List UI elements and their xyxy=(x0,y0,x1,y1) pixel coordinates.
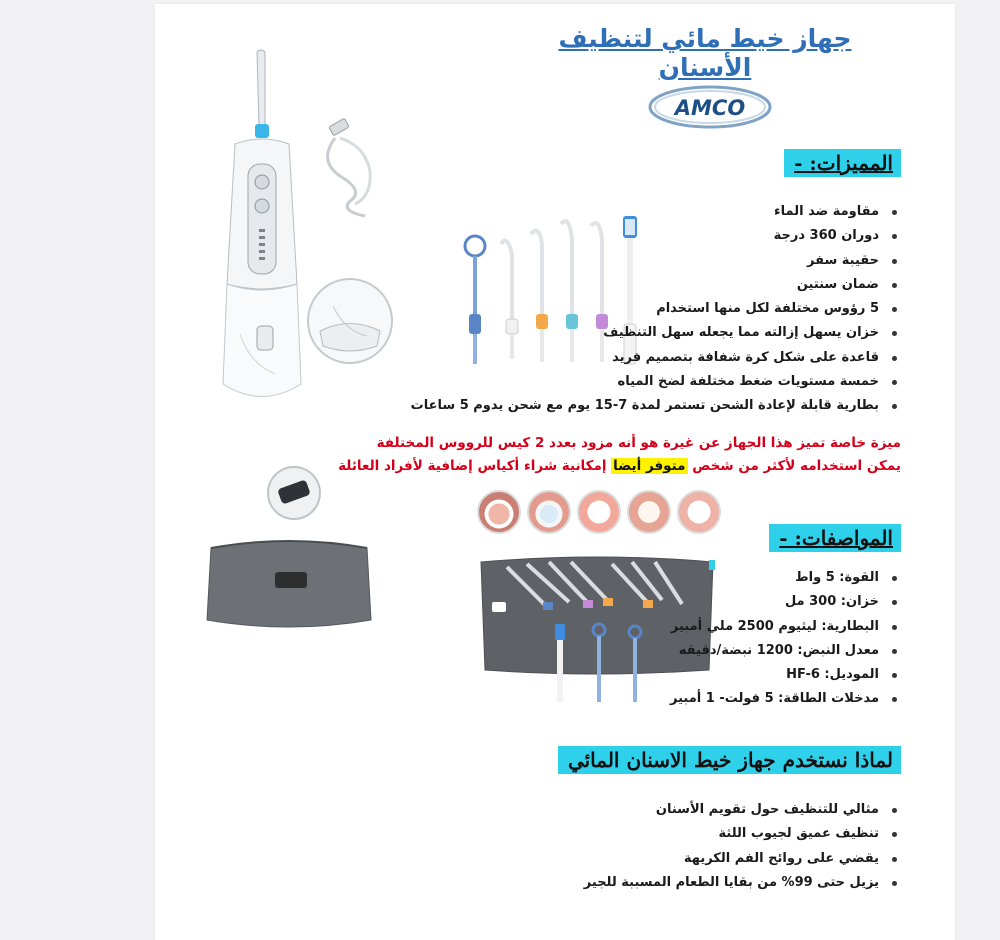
available-highlight: متوفر أيضا xyxy=(613,458,686,474)
amco-logo xyxy=(647,84,773,130)
list-item: خزان: 300 مل xyxy=(670,590,901,614)
special-note-text: إمكانية شراء أكياس إضافية لأفراد العائلة xyxy=(338,458,612,474)
list-item: ضمان سنتين xyxy=(411,273,901,297)
list-item: قاعدة على شكل كرة شفافة بتصميم فريد xyxy=(411,346,901,370)
list-item: يقضي على روائح الفم الكريهة xyxy=(584,847,901,871)
mouth-thumbnail xyxy=(577,490,621,534)
list-item: تنظيف عميق لجيوب اللثة xyxy=(584,822,901,846)
special-note xyxy=(338,432,901,478)
list-item: مقاومة ضد الماء xyxy=(411,200,901,224)
list-item: بطارية قابلة لإعادة الشحن تستمر لمدة 7-15 يوم مع شحن يدوم 5 ساعات xyxy=(411,394,901,418)
special-note-line1: ميزة خاصة تميز هذا الجهاز عن غيرة هو أنه مزود بعدد 2 كيس للرووس المختلفة xyxy=(376,435,901,451)
mouth-thumbnail xyxy=(527,490,571,534)
charging-cable-image xyxy=(310,116,390,221)
list-item: 5 رؤوس مختلفة لكل منها استخدام xyxy=(411,297,901,321)
features-heading: المميزات: - xyxy=(784,149,901,177)
why-heading: لماذا نستخدم جهاز خيط الاسنان المائي xyxy=(558,746,901,774)
list-item: دوران 360 درجة xyxy=(411,224,901,248)
list-item: حقيبة سفر xyxy=(411,249,901,273)
flyer-page xyxy=(155,4,955,940)
travel-case-image xyxy=(203,534,375,634)
features-list xyxy=(411,200,901,419)
tank-base-zoom-image xyxy=(305,276,395,366)
page-title: جهاز خيط مائي لتنظيف الأسنان xyxy=(558,24,852,82)
list-item: خزان يسهل إزالته مما يجعله سهل التنظيف xyxy=(411,321,901,345)
list-item: البطارية: ليثيوم 2500 ملي أمبير xyxy=(670,615,901,639)
list-item: مدخلات الطاقة: 5 فولت- 1 أمبير xyxy=(670,687,901,711)
brand-text: AMCO xyxy=(674,96,746,120)
special-note-line2 xyxy=(338,455,901,478)
why-list xyxy=(584,798,901,895)
specs-heading: المواصفات: - xyxy=(769,524,901,552)
list-item: يزيل حتى 99% من بقايا الطعام المسببة للجير xyxy=(584,871,901,895)
list-item: مثالي للتنظيف حول تقويم الأسنان xyxy=(584,798,901,822)
case-zoom-image xyxy=(265,464,323,522)
mouth-thumbnail xyxy=(627,490,671,534)
list-item: معدل النبض: 1200 نبضة/دقيقه xyxy=(670,639,901,663)
special-note-text: يمكن استخدامه لأكثر من شخص xyxy=(687,458,901,474)
specs-list xyxy=(670,566,901,712)
mouth-thumbnail xyxy=(677,490,721,534)
mouth-thumbnail xyxy=(477,490,521,534)
list-item: القوة: 5 واط xyxy=(670,566,901,590)
list-item: الموديل: HF-6 xyxy=(670,663,901,687)
list-item: خمسة مستويات ضغط مختلفة لضخ المياه xyxy=(411,370,901,394)
